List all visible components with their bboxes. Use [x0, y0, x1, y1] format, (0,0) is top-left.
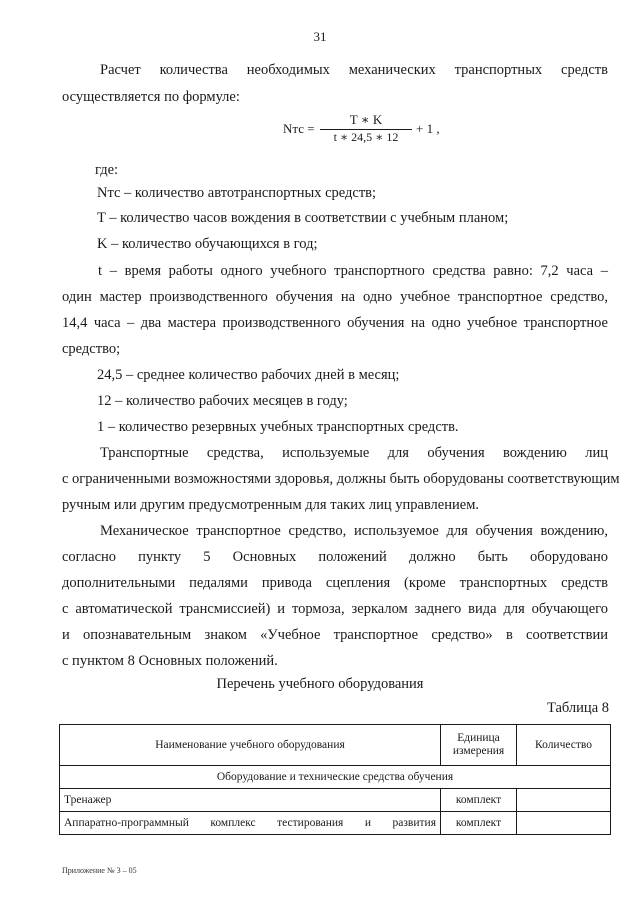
definition-workdays: 24,5 – среднее количество рабочих дней в месяц; [97, 367, 400, 383]
paragraph-line: и опознавательным знаком «Учебное транспортное средство» в соответствии [62, 627, 608, 643]
paragraph-line: осуществляется по формуле: [62, 89, 240, 105]
table-label: Таблица 8 [546, 700, 609, 716]
formula-denominator: t ∗ 24,5 ∗ 12 [333, 130, 399, 144]
paragraph-line: один мастер производственного обучения на одно учебное транспортное средство, [62, 289, 608, 305]
cell-unit: комплект [441, 789, 517, 812]
cell-name: Аппаратно-программный комплекс тестирования и развития [60, 812, 441, 835]
table-header-row [60, 725, 611, 766]
header-unit-line1: Единица [457, 732, 500, 744]
paragraph-line: Расчет количества необходимых механических транспортных средств [100, 62, 608, 78]
table-caption: Перечень учебного оборудования [216, 676, 424, 692]
header-name: Наименование учебного оборудования [60, 725, 441, 766]
definition-k: K – количество обучающихся в год; [97, 236, 318, 252]
paragraph-line: Транспортные средства, используемые для обучения вождению лиц [100, 445, 608, 461]
definition-time: t – время работы одного учебного транспортного средства равно: 7,2 часа – [98, 263, 608, 279]
table-row [60, 812, 611, 835]
cell-name: Тренажер [60, 789, 441, 812]
paragraph-line: дополнительными педалями привода сцепления (кроме транспортных средств [62, 575, 608, 591]
paragraph-line: ручным или другим предусмотренным для таких лиц управлением. [62, 497, 479, 513]
definition-months: 12 – количество рабочих месяцев в году; [97, 393, 348, 409]
table-section-row [60, 766, 611, 789]
page-footer: Приложение № 3 – 05 [62, 866, 137, 875]
paragraph-line: средство; [62, 341, 121, 357]
paragraph-line: с ограниченными возможностями здоровья, должны быть оборудованы соответствующим [62, 471, 620, 487]
definition-reserve: 1 – количество резервных учебных транспортных средств. [97, 419, 459, 435]
formula-numerator: T ∗ K [349, 112, 383, 127]
formula-rhs: + 1 , [416, 121, 440, 136]
header-quantity: Количество [517, 725, 611, 766]
formula-fraction [320, 112, 412, 145]
page-number: 31 [313, 29, 327, 44]
paragraph-line: с пунктом 8 Основных положений. [62, 653, 278, 669]
formula-lhs: Nтс = [283, 121, 315, 136]
paragraph-line: 14,4 часа – два мастера производственного обучения на одно учебное транспортное [62, 315, 608, 331]
cell-quantity [517, 812, 611, 835]
definition-t: T – количество часов вождения в соответствии с учебным планом; [97, 210, 509, 226]
cell-unit: комплект [441, 812, 517, 835]
paragraph-line: согласно пункту 5 Основных положений должно быть оборудовано [62, 549, 608, 565]
table-row [60, 789, 611, 812]
paragraph-line: Механическое транспортное средство, используемое для обучения вождению, [100, 523, 608, 539]
header-unit-line2: измерения [452, 745, 505, 757]
header-unit [441, 725, 517, 766]
section-title: Оборудование и технические средства обучения [60, 766, 611, 789]
paragraph-line: где: [95, 162, 119, 178]
definition-ntc: Nтс – количество автотранспортных средств; [97, 185, 377, 201]
equipment-table [59, 724, 611, 835]
cell-quantity [517, 789, 611, 812]
paragraph-line: с автоматической трансмиссией) и тормоза, зеркалом заднего вида для обучающего [62, 601, 608, 617]
